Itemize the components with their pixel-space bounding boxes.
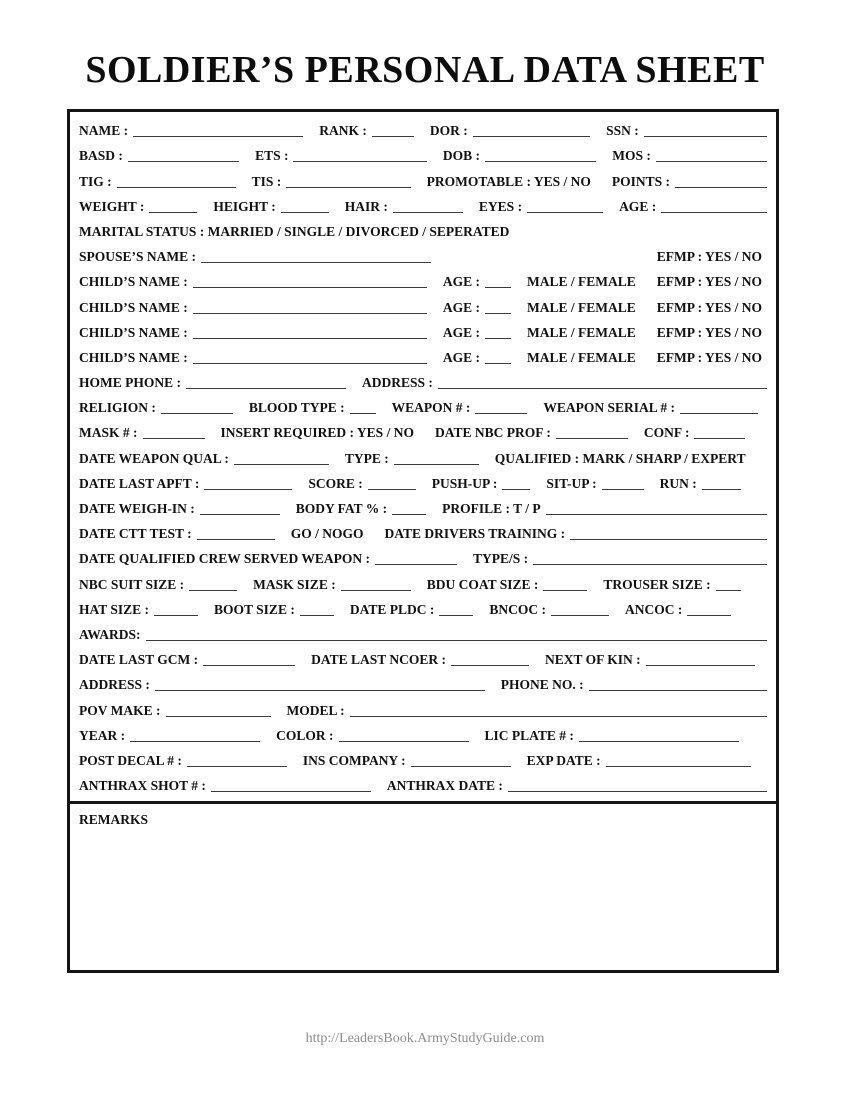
choice-text: GO / NOGO xyxy=(290,526,364,542)
field-label: LIC PLATE # : xyxy=(484,727,574,743)
field-label: TYPE : xyxy=(344,450,389,466)
form-row xyxy=(79,470,767,495)
form-row xyxy=(79,444,767,469)
field-label: BLOOD TYPE : xyxy=(248,400,345,416)
blank-line[interactable] xyxy=(200,511,280,515)
blank-line[interactable] xyxy=(602,486,644,490)
blank-line[interactable] xyxy=(716,587,742,591)
choice-text: EFMP : YES / NO xyxy=(656,249,762,265)
form-row xyxy=(79,747,767,772)
form-row xyxy=(79,369,767,394)
blank-line[interactable] xyxy=(149,209,197,213)
blank-line[interactable] xyxy=(187,763,287,767)
field-label: TYPE/S : xyxy=(472,551,529,567)
choice-text: INSERT REQUIRED : YES / NO xyxy=(220,425,414,441)
blank-line[interactable] xyxy=(130,738,260,742)
field-label: ANTHRAX DATE : xyxy=(386,778,503,794)
form-row xyxy=(79,696,767,721)
blank-line[interactable] xyxy=(146,637,767,641)
form-row xyxy=(79,193,767,218)
field-label: DATE LAST GCM : xyxy=(79,652,199,668)
field-label: AGE : xyxy=(442,299,480,315)
field-label: DOR : xyxy=(429,123,468,139)
field-label: AGE : xyxy=(619,198,657,214)
form-row xyxy=(79,570,767,595)
choice-text: EFMP : YES / NO xyxy=(656,274,762,290)
blank-line[interactable] xyxy=(189,587,237,591)
field-label: BDU COAT SIZE : xyxy=(426,576,539,592)
field-label: EXP DATE : xyxy=(526,752,601,768)
blank-line[interactable] xyxy=(166,713,271,717)
blank-line[interactable] xyxy=(646,662,755,666)
field-label: RANK : xyxy=(319,123,367,139)
blank-line[interactable] xyxy=(186,385,346,389)
field-label: NEXT OF KIN : xyxy=(545,652,641,668)
form-rows xyxy=(70,112,776,801)
field-label: WEIGHT : xyxy=(79,198,145,214)
blank-line[interactable] xyxy=(438,385,767,389)
field-label: TROUSER SIZE : xyxy=(603,576,711,592)
field-label: NBC SUIT SIZE : xyxy=(79,576,185,592)
blank-line[interactable] xyxy=(392,511,426,515)
form-row xyxy=(79,596,767,621)
field-label: COLOR : xyxy=(276,727,334,743)
page-title: SOLDIER’S PERSONAL DATA SHEET xyxy=(85,49,765,91)
blank-line[interactable] xyxy=(680,410,758,414)
blank-line[interactable] xyxy=(193,335,427,339)
field-label: ANTHRAX SHOT # : xyxy=(79,778,206,794)
form-row xyxy=(79,495,767,520)
form-row xyxy=(79,520,767,545)
field-label: DATE NBC PROF : xyxy=(434,425,551,441)
form-row xyxy=(79,142,767,167)
field-label: TIG : xyxy=(79,173,112,189)
field-label: AGE : xyxy=(442,274,480,290)
blank-line[interactable] xyxy=(133,133,303,137)
blank-line[interactable] xyxy=(644,133,767,137)
blank-line[interactable] xyxy=(161,410,233,414)
choice-text: MALE / FEMALE xyxy=(526,274,636,290)
field-label: TIS : xyxy=(251,173,282,189)
form-row xyxy=(79,646,767,671)
field-label: ETS : xyxy=(255,148,289,164)
field-label: BNCOC : xyxy=(489,601,546,617)
form-row xyxy=(79,117,767,142)
blank-line[interactable] xyxy=(579,738,739,742)
field-label: DATE DRIVERS TRAINING : xyxy=(384,526,566,542)
field-label: AGE : xyxy=(442,349,480,365)
field-label: DOB : xyxy=(442,148,481,164)
footer-url: http://LeadersBook.ArmyStudyGuide.com xyxy=(305,1031,545,1046)
blank-line[interactable] xyxy=(350,713,767,717)
blank-line[interactable] xyxy=(502,486,530,490)
blank-line[interactable] xyxy=(451,662,529,666)
form-row xyxy=(79,319,767,344)
blank-line[interactable] xyxy=(393,209,463,213)
choice-text: MALE / FEMALE xyxy=(526,349,636,365)
blank-line[interactable] xyxy=(411,763,511,767)
field-label: HEIGHT : xyxy=(213,198,276,214)
blank-line[interactable] xyxy=(286,184,410,188)
blank-line[interactable] xyxy=(128,158,239,162)
field-label: SPOUSE’S NAME : xyxy=(79,249,197,265)
field-label: MODEL : xyxy=(286,702,345,718)
field-label: DATE CTT TEST : xyxy=(79,526,192,542)
field-label: POST DECAL # : xyxy=(79,752,182,768)
field-label: MOS : xyxy=(612,148,651,164)
field-label: SCORE : xyxy=(308,475,363,491)
blank-line[interactable] xyxy=(350,410,376,414)
choice-text: MARITAL STATUS : MARRIED / SINGLE / DIVORCED / SEPERATED xyxy=(79,223,510,239)
blank-line[interactable] xyxy=(485,310,511,314)
field-label: CHILD’S NAME : xyxy=(79,324,188,340)
blank-line[interactable] xyxy=(485,360,511,364)
form-row xyxy=(79,293,767,318)
field-label: NAME : xyxy=(79,123,129,139)
field-label: CONF : xyxy=(643,425,690,441)
blank-line[interactable] xyxy=(556,435,628,439)
blank-line[interactable] xyxy=(204,486,292,490)
blank-line[interactable] xyxy=(439,612,473,616)
blank-line[interactable] xyxy=(193,310,427,314)
field-label: DATE PLDC : xyxy=(349,601,435,617)
choice-text: EFMP : YES / NO xyxy=(656,299,762,315)
blank-line[interactable] xyxy=(155,687,485,691)
field-label: PUSH-UP : xyxy=(431,475,498,491)
choice-text: MALE / FEMALE xyxy=(526,324,636,340)
field-label: BOOT SIZE : xyxy=(214,601,295,617)
field-label: CHILD’S NAME : xyxy=(79,299,188,315)
form-box xyxy=(67,109,779,973)
field-label: WEAPON # : xyxy=(391,400,471,416)
form-row xyxy=(79,344,767,369)
field-label: RELIGION : xyxy=(79,400,156,416)
form-row xyxy=(79,394,767,419)
blank-line[interactable] xyxy=(508,788,767,792)
field-label: HAIR : xyxy=(344,198,388,214)
blank-line[interactable] xyxy=(234,461,329,465)
form-row xyxy=(79,218,767,243)
field-label: INS COMPANY : xyxy=(302,752,406,768)
field-label: BASD : xyxy=(79,148,123,164)
choice-text: EFMP : YES / NO xyxy=(656,324,762,340)
blank-line[interactable] xyxy=(197,536,275,540)
choice-text: PROMOTABLE : YES / NO xyxy=(426,173,591,189)
field-label: BODY FAT % : xyxy=(295,501,388,516)
blank-line[interactable] xyxy=(675,184,767,188)
blank-line[interactable] xyxy=(375,561,457,565)
form-row xyxy=(79,243,767,268)
blank-line[interactable] xyxy=(589,687,767,691)
field-label: AWARDS: xyxy=(79,626,141,642)
blank-line[interactable] xyxy=(203,662,295,666)
field-label: CHILD’S NAME : xyxy=(79,274,188,290)
blank-line[interactable] xyxy=(485,158,596,162)
choice-text: EFMP : YES / NO xyxy=(656,349,762,365)
field-label: ANCOC : xyxy=(624,601,683,617)
blank-line[interactable] xyxy=(339,738,469,742)
field-label: MASK # : xyxy=(79,425,138,441)
blank-line[interactable] xyxy=(485,284,511,288)
blank-line[interactable] xyxy=(341,587,411,591)
blank-line[interactable] xyxy=(368,486,416,490)
blank-line[interactable] xyxy=(606,763,751,767)
field-label: DATE LAST APFT : xyxy=(79,475,200,491)
blank-line[interactable] xyxy=(394,461,479,465)
form-row xyxy=(79,419,767,444)
blank-line[interactable] xyxy=(551,612,609,616)
form-row xyxy=(79,268,767,293)
field-label: EYES : xyxy=(478,198,523,214)
choice-text: MALE / FEMALE xyxy=(526,299,636,315)
field-label: ADDRESS : xyxy=(362,375,433,391)
blank-line[interactable] xyxy=(300,612,334,616)
blank-line[interactable] xyxy=(656,158,767,162)
blank-line[interactable] xyxy=(154,612,198,616)
field-label: DATE LAST NCOER : xyxy=(311,652,447,668)
field-label: HOME PHONE : xyxy=(79,375,181,391)
field-label: PHONE NO. : xyxy=(500,677,584,693)
field-label: RUN : xyxy=(659,475,697,491)
field-label: POINTS : xyxy=(611,173,671,189)
field-label: AGE : xyxy=(442,324,480,340)
blank-line[interactable] xyxy=(485,335,511,339)
choice-text: QUALIFIED : MARK / SHARP / EXPERT xyxy=(494,450,746,466)
blank-line[interactable] xyxy=(193,360,427,364)
blank-line[interactable] xyxy=(281,209,329,213)
field-label: WEAPON SERIAL # : xyxy=(543,400,676,416)
field-label: SIT-UP : xyxy=(546,475,597,491)
blank-line[interactable] xyxy=(372,133,414,137)
field-label: CHILD’S NAME : xyxy=(79,349,188,365)
blank-line[interactable] xyxy=(570,536,767,540)
field-label: DATE WEIGH-IN : xyxy=(79,501,195,516)
form-row xyxy=(79,167,767,192)
field-label: YEAR : xyxy=(79,727,126,743)
blank-line[interactable] xyxy=(475,410,527,414)
field-label: POV MAKE : xyxy=(79,702,161,718)
field-label: DATE WEAPON QUAL : xyxy=(79,450,229,466)
blank-line[interactable] xyxy=(533,561,767,565)
remarks-label: REMARKS xyxy=(79,812,149,828)
field-label: HAT SIZE : xyxy=(79,601,150,617)
field-label: SSN : xyxy=(606,123,639,139)
blank-line[interactable] xyxy=(687,612,731,616)
blank-line[interactable] xyxy=(543,587,587,591)
blank-line[interactable] xyxy=(211,788,371,792)
field-label: PROFILE : T / P xyxy=(442,501,541,516)
form-row xyxy=(79,671,767,696)
blank-line[interactable] xyxy=(527,209,603,213)
form-row xyxy=(79,545,767,570)
blank-line[interactable] xyxy=(546,511,767,515)
blank-line[interactable] xyxy=(473,133,590,137)
blank-line[interactable] xyxy=(193,284,427,288)
blank-line[interactable] xyxy=(694,435,745,439)
blank-line[interactable] xyxy=(117,184,236,188)
blank-line[interactable] xyxy=(293,158,426,162)
field-label: ADDRESS : xyxy=(79,677,150,693)
blank-line[interactable] xyxy=(201,259,431,263)
form-row xyxy=(79,722,767,747)
blank-line[interactable] xyxy=(661,209,767,213)
field-label: DATE QUALIFIED CREW SERVED WEAPON : xyxy=(79,551,370,567)
blank-line[interactable] xyxy=(702,486,741,490)
form-row xyxy=(79,621,767,646)
form-row xyxy=(79,772,767,797)
remarks-section xyxy=(70,801,776,970)
blank-line[interactable] xyxy=(143,435,205,439)
field-label: MASK SIZE : xyxy=(253,576,336,592)
